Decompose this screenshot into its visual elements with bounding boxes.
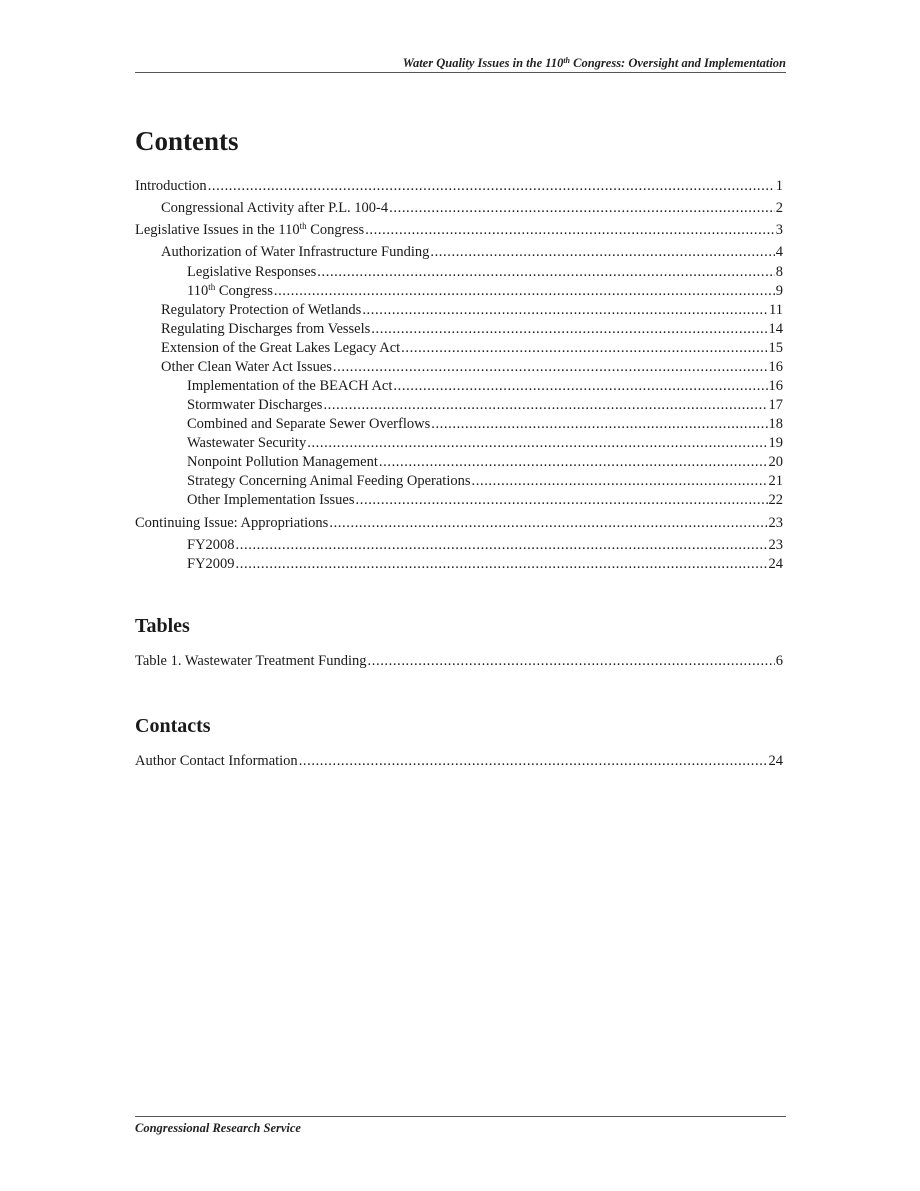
toc-entry-wetlands[interactable] [135,301,783,319]
toc-entry-page: 16 [768,378,783,394]
running-header-superscript: th [563,56,570,65]
toc-entry-stormwater[interactable] [135,396,783,414]
toc-entry-great-lakes-legacy-act[interactable] [135,339,783,357]
tables-heading: Tables [135,615,190,637]
toc-entry-water-infrastructure-funding[interactable] [135,243,783,261]
dot-leader [371,320,767,338]
toc-entry-page: 1 [775,178,783,194]
dot-leader [299,752,768,770]
toc-entry-label: Nonpoint Pollution Management [187,454,378,470]
toc-entry-label: Regulating Discharges from Vessels [161,321,371,337]
toc-entry-other-implementation[interactable] [135,491,783,509]
dot-leader [430,243,774,261]
toc-entry-fy2009[interactable] [135,555,783,573]
toc-entry-label: Table 1. Wastewater Treatment Funding [135,653,367,669]
toc-entry-label: FY2008 [187,537,235,553]
toc-entry-page: 21 [768,473,783,489]
toc-entry-page: 9 [775,283,783,299]
dot-leader [307,434,767,452]
toc-entry-label: Introduction [135,178,207,194]
toc-entry-page: 16 [768,359,783,375]
running-footer: Congressional Research Service [135,1121,301,1135]
toc-entry-page: 24 [768,753,783,769]
dot-leader [356,491,768,509]
toc-entry-legislative-responses[interactable] [135,263,783,281]
toc-entry-page: 14 [768,321,783,337]
toc-entry-label: Other Implementation Issues [187,492,355,508]
toc-entry-label: Regulatory Protection of Wetlands [161,302,362,318]
running-header-title-end: Congress: Oversight and Implementation [570,56,786,70]
contents-heading: Contents [135,126,239,156]
dot-leader [323,396,767,414]
toc-entry-page: 17 [768,397,783,413]
toc-entry-label: Strategy Concerning Animal Feeding Operations [187,473,471,489]
toc-entry-110th-congress[interactable] [135,282,783,300]
toc-entry-page: 23 [768,515,783,531]
toc-entry-label: Wastewater Security [187,435,307,451]
dot-leader [329,514,767,532]
toc-entry-sewer-overflows[interactable] [135,415,783,433]
dot-leader [317,263,774,281]
toc-entry-page: 15 [768,340,783,356]
toc-entry-congressional-activity[interactable] [135,199,783,217]
toc-entry-page: 18 [768,416,783,432]
dot-leader [389,199,775,217]
toc-entry-label: Congressional Activity after P.L. 100-4 [161,200,389,216]
toc-entry-label: Combined and Separate Sewer Overflows [187,416,431,432]
toc-entry-animal-feeding[interactable] [135,472,783,490]
toc-entry-label: Continuing Issue: Appropriations [135,515,329,531]
running-header [135,55,786,71]
dot-leader [472,472,768,490]
dot-leader [236,555,768,573]
dot-leader [368,652,775,670]
toc-entry-other-clean-water-act[interactable] [135,358,783,376]
toc-entry-beach-act[interactable] [135,377,783,395]
toc-entry-label: Legislative Issues in the 110th Congress [135,221,365,238]
toc-entry-page: 11 [769,302,783,318]
contacts-heading: Contacts [135,715,211,737]
dot-leader [365,221,775,239]
toc-entry-label: Other Clean Water Act Issues [161,359,332,375]
toc-entry-page: 19 [768,435,783,451]
toc-entry-label: Authorization of Water Infrastructure Funding [161,244,430,260]
header-divider [135,72,786,73]
toc-entry-appropriations[interactable] [135,514,783,532]
dot-leader [401,339,767,357]
toc-entry-table-1[interactable] [135,652,783,670]
toc-entry-page: 20 [768,454,783,470]
toc-entry-page: 24 [768,556,783,572]
toc-entry-page: 4 [775,244,783,260]
toc-entry-label: Stormwater Discharges [187,397,323,413]
toc-entry-page: 23 [768,537,783,553]
dot-leader [379,453,768,471]
dot-leader [431,415,767,433]
dot-leader [208,177,775,195]
toc-entry-page: 3 [775,222,783,238]
toc-entry-introduction[interactable] [135,177,783,195]
dot-leader [236,536,768,554]
running-header-title: Water Quality Issues in the 110 [402,56,564,70]
toc-entry-label: FY2009 [187,556,235,572]
dot-leader [274,282,775,300]
toc-entry-page: 6 [775,653,783,669]
toc-entry-author-contact[interactable] [135,752,783,770]
toc-entry-legislative-issues[interactable] [135,221,783,239]
toc-entry-label: 110th Congress [187,282,273,299]
toc-entry-label: Extension of the Great Lakes Legacy Act [161,340,401,356]
toc-entry-vessel-discharges[interactable] [135,320,783,338]
dot-leader [393,377,767,395]
toc-entry-page: 2 [775,200,783,216]
toc-entry-nonpoint-pollution[interactable] [135,453,783,471]
toc-entry-wastewater-security[interactable] [135,434,783,452]
footer-divider [135,1116,786,1117]
toc-entry-page: 8 [775,264,783,280]
toc-entry-label: Author Contact Information [135,753,298,769]
dot-leader [333,358,768,376]
toc-entry-label: Implementation of the BEACH Act [187,378,393,394]
toc-entry-fy2008[interactable] [135,536,783,554]
toc-entry-page: 22 [768,492,783,508]
dot-leader [362,301,768,319]
toc-entry-label: Legislative Responses [187,264,317,280]
